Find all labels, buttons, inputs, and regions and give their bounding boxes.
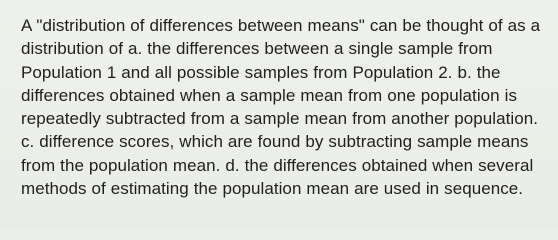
question-text: A "distribution of differences between means" can be thought of as a distribution of a. the differences between a single sample from Population 1 and all possible samples from Population 2. b. the differences obtained when a sample mean from one population is repeatedly subtracted from a sample mean from another population. c. difference scores, which are found by subtracting sample means from the population mean. d. the differences obtained when several methods of estimating the population mean are used in sequence. bbox=[21, 16, 541, 199]
